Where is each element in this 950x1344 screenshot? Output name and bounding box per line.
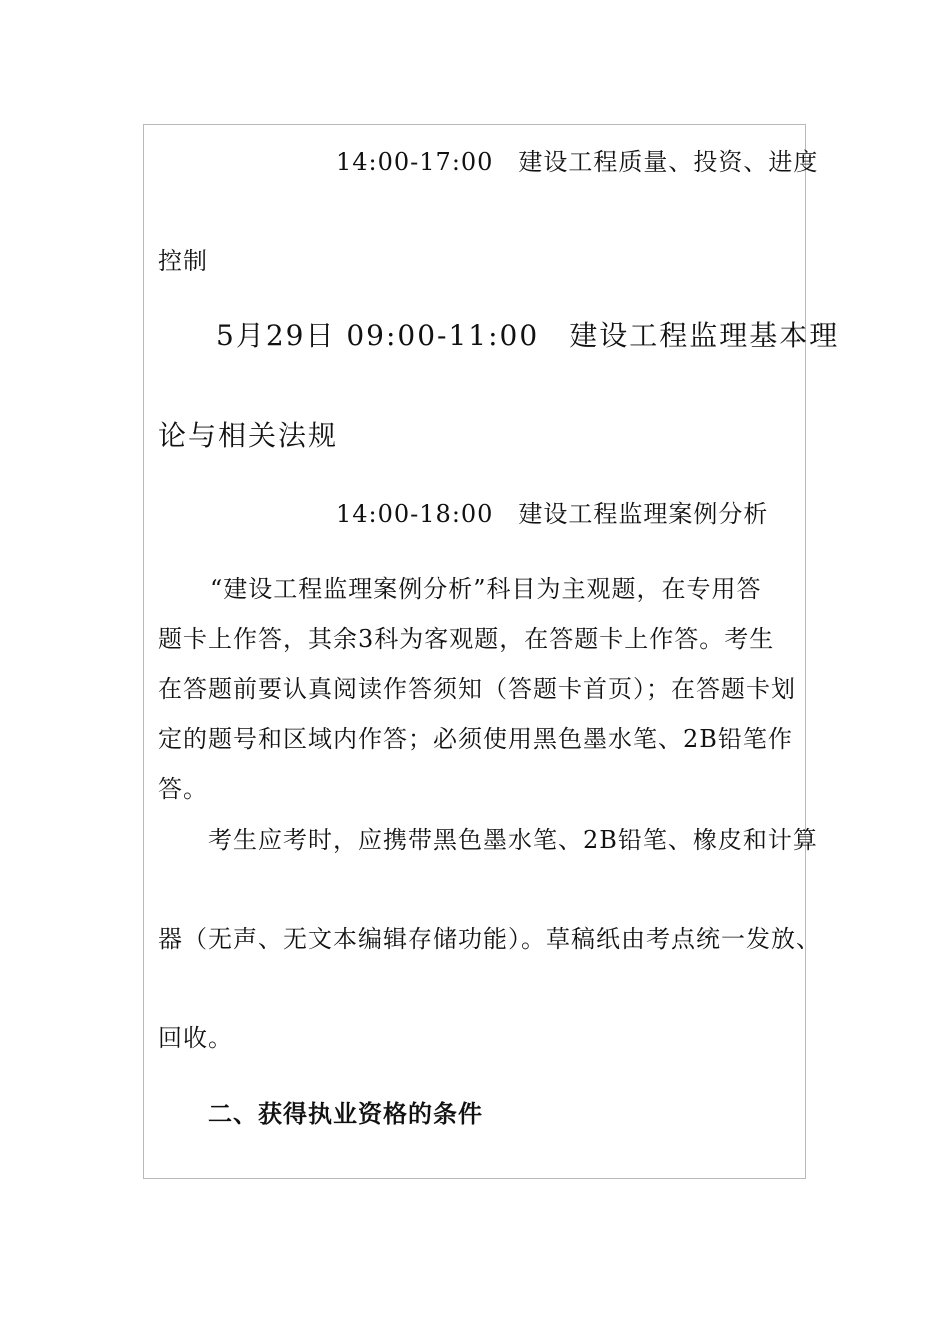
paragraph-1-line-4: 定的题号和区域内作答；必须使用黑色墨水笔、2B铅笔作 (158, 725, 793, 753)
schedule-line-3: 14:00-18:00 建设工程监理案例分析 (336, 500, 769, 528)
paragraph-1-line-1: “建设工程监理案例分析”科目为主观题，在专用答 (210, 575, 762, 603)
schedule-line-2: 5月29日 09:00-11:00 建设工程监理基本理 (216, 319, 840, 352)
section-heading: 二、获得执业资格的条件 (208, 1099, 483, 1128)
paragraph-2-line-2: 器（无声、无文本编辑存储功能）。草稿纸由考点统一发放、 (158, 925, 821, 953)
schedule-line-2-continued: 论与相关法规 (158, 419, 339, 452)
schedule-line-1: 14:00-17:00 建设工程质量、投资、进度 (336, 148, 819, 176)
paragraph-2-line-1: 考生应考时，应携带黑色墨水笔、2B铅笔、橡皮和计算 (208, 826, 818, 854)
schedule-line-1-continued: 控制 (158, 247, 208, 275)
paragraph-1-line-5: 答。 (158, 775, 208, 803)
paragraph-1-line-3: 在答题前要认真阅读作答须知（答题卡首页）；在答题卡划 (158, 675, 796, 703)
paragraph-2-line-3: 回收。 (158, 1024, 233, 1052)
paragraph-1-line-2: 题卡上作答，其余3科为客观题，在答题卡上作答。考生 (158, 625, 775, 653)
